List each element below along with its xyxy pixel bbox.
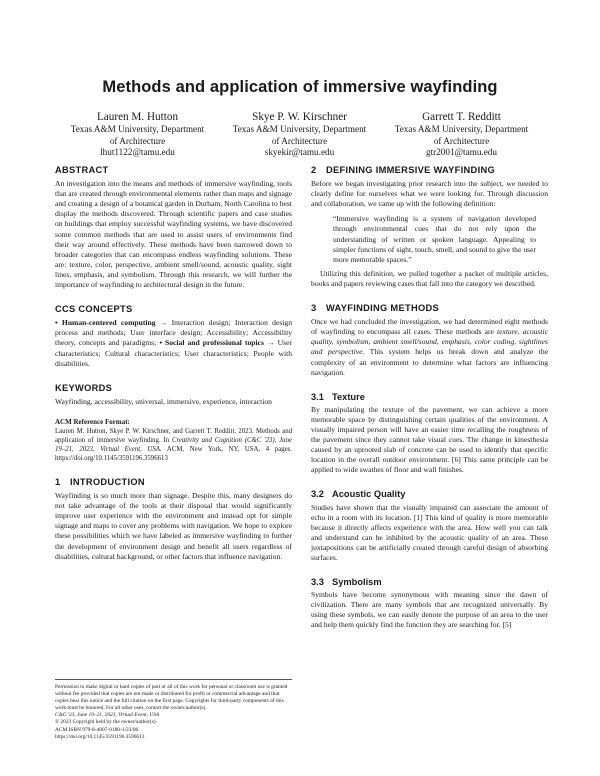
author-name: Garrett T. Redditt [422,111,501,123]
copyright-footnote [55,679,292,741]
texture-text: By manipulating the texture of the pavement, we can achieve a more memorable space by distinguishing certain qualities of the environment. A visually impaired person will have an easier time recalling the roughness of the pavement since they cannot take visual cues. The change in kinesthesia caused by an uprooted slab of concrete can be used to identify that specific location in the overall outdoor environment. [6] This same principle can be applied to wide swathes of floor and wall finishes. [311,404,548,475]
ccs-term: • Human-centered computing [55,318,156,328]
methods-list: texture, acoustic quality, symbolism, ambient smell/sound, emphasis, color coding, sightlines and perspective. [311,327,549,357]
methods-text-part: This system helps us break down and analyze the complexity of an environment to determine what factors are influencing navigation. [311,347,548,377]
author-name: Skye P. W. Kirschner [252,111,347,123]
abstract-heading: ABSTRACT [55,165,109,175]
introduction-text: Wayfinding is so much more than signage. Despite this, many designers do not take advantage of the tools at their disposal that would significantly improve user experience with the environment and instead opt for simple signage and maps to cover any problems with navigation. We hope to explore these possibilities which we have labeled as immersive wayfinding to further the development of environment design and benefit all users regardless of disabilities, cultural background, or other factors that influence navigation. [55,491,292,561]
left-column [55,165,292,562]
introduction-heading [55,477,292,487]
abstract-text: An investigation into the means and methods of immersive wayfinding, tools that are created through environmental elements rather than maps and signage and creating a design of a botanical garden in Durham, North Carolina to best display the methods discovered. Through scientific papers and case studies on buildings that employ successful wayfinding systems, we have discovered some common methods that are used to assist users of environments find their way around effectively. These methods have been narrowed down to broader categories that can encompass endless wayfinding solutions. These are: texture, color, perspective, ambient smell/sound, acoustic quality, sight lines, emphasis, and symbolism. Through this research, we will further the importance of wayfinding to architectural design in the future. [55,179,293,290]
footnote-copyright: © 2023 Copyright held by the owner/author(s). [55,719,157,726]
author-block-3 [374,110,549,159]
defining-text: Before we began investigating prior research into the subject, we needed to clearly define for ourselves what we were looking for. Through discussion and collaboration, we came up with the following definition: [311,179,548,209]
author-affiliation: of Architecture [109,135,166,146]
ccs-term-detail: → User characteristics; Cultural characteristics; User characteristics; People with disabilities. [55,338,293,368]
section-title: Acoustic Quality [332,489,406,500]
section-number: 1 [55,476,61,487]
permission-notice: Permission to make digital or hard copies of part or all of this work for personal or classroom use is granted without fee provided that copies are not made or distributed for profit or commercial advantage and that copies bear this notice and the full citation on the first page. Copyrights for third-party components of this work must be honored. For all other uses, contact the owner/author(s). [55,684,288,712]
defining-followup-text: Utilizing this definition, we pulled together a packet of multiple articles, books and papers reviewing cases that fall into the category we described. [311,268,548,288]
right-column [311,165,548,631]
author-block-2 [212,110,387,159]
author-affiliation: Texas A&M University, Department [232,124,367,134]
author-affiliation: Texas A&M University, Department [70,124,205,134]
reference-text-part: ACM, New York, NY, USA, 4 pages. https://doi.org/10.1145/3591196.3596613 [55,445,292,462]
footnote-venue: C&C '23, June 19–21, 2023, Virtual Event, USA [55,712,160,719]
section-title: Texture [332,391,365,402]
ccs-concepts [55,318,292,368]
texture-heading [311,392,548,402]
section-number: 3 [311,303,317,314]
footnote-isbn: ACM ISBN 979-8-4007-0180-1/23/06. [55,726,140,733]
reference-venue: Creativity and Cognition (C&C '23), June 19–21, 2023, Virtual Event, USA. [55,436,292,453]
section-title: INTRODUCTION [70,476,145,487]
ccs-term-detail: → Interaction design; Interaction design process and methods; User interface design; Accessibility; Accessibility theory, concepts and paradigms; [55,318,292,348]
section-number: 3.2 [311,489,324,500]
author-name: Lauren M. Hutton [96,111,179,123]
author-block-1 [50,110,225,159]
section-title: DEFINING IMMERSIVE WAYFINDING [326,165,495,175]
author-affiliation: of Architecture [433,135,490,146]
footnote-doi-link[interactable]: https://doi.org/10.1145/3591196.3596613 [55,733,145,740]
symbolism-text: Symbols have become synonymous with meaning since the dawn of civilization. There are many symbols that are recognized universally. By using these symbols, we can easily denote the purpose of an area to the user and help them quickly find the function they are searching for. [5] [311,590,548,630]
defining-heading [311,165,548,175]
methods-heading [311,303,548,313]
methods-text [311,317,548,378]
definition-quote: “Immersive wayfinding is a system of navigation developed through environmental cues that do not rely upon the understanding of written or spoken language. Appealing to simpler functions of sight, touch, smell, and sound to give the user more memorable spaces.” [333,214,536,264]
section-number: 3.3 [311,577,324,588]
methods-text-part: Once we had concluded the investigation, we had determined eight methods of wayfinding to encompass all cases. These methods are [311,317,548,337]
section-number: 2 [311,165,317,175]
author-affiliation: Texas A&M University, Department [394,124,529,134]
keywords-text: Wayfinding, accessibility, universal, immersive, experience, interaction [55,396,272,406]
acoustic-text: Studies have shown that the visually impaired can associate the amount of echo in a room with its location. [1] This kind of quality is more memorable because it directly affects experience with the area. How well you can talk and understand can be inhibited by the acoustic quality of an area. These juxtapositions can be artificially created through careful design of absorbing surfaces. [311,502,548,562]
acoustic-heading [311,489,548,499]
author-email[interactable]: skyekir@tamu.edu [264,147,335,157]
reference-text-part: Lauren M. Hutton, Skye P. W. Kirschner, and Garrett T. Redditt. 2023. Methods and application of immersive wayfinding. In [55,427,292,444]
section-number: 3.1 [311,391,324,402]
ccs-heading: CCS CONCEPTS [55,304,133,315]
section-title: Symbolism [332,577,382,588]
paper-title: Methods and application of immersive wayfinding [102,78,498,96]
symbolism-heading [311,577,548,587]
reference-format-heading: ACM Reference Format: [55,417,130,426]
keywords-heading: KEYWORDS [55,382,113,393]
author-email[interactable]: gtr2001@tamu.edu [426,147,497,157]
reference-format-text [55,427,292,463]
section-title: WAYFINDING METHODS [326,303,440,314]
ccs-term: • Social and professional topics [156,338,264,348]
author-affiliation: of Architecture [271,135,328,146]
author-email[interactable]: lhut1122@tamu.edu [100,147,175,157]
